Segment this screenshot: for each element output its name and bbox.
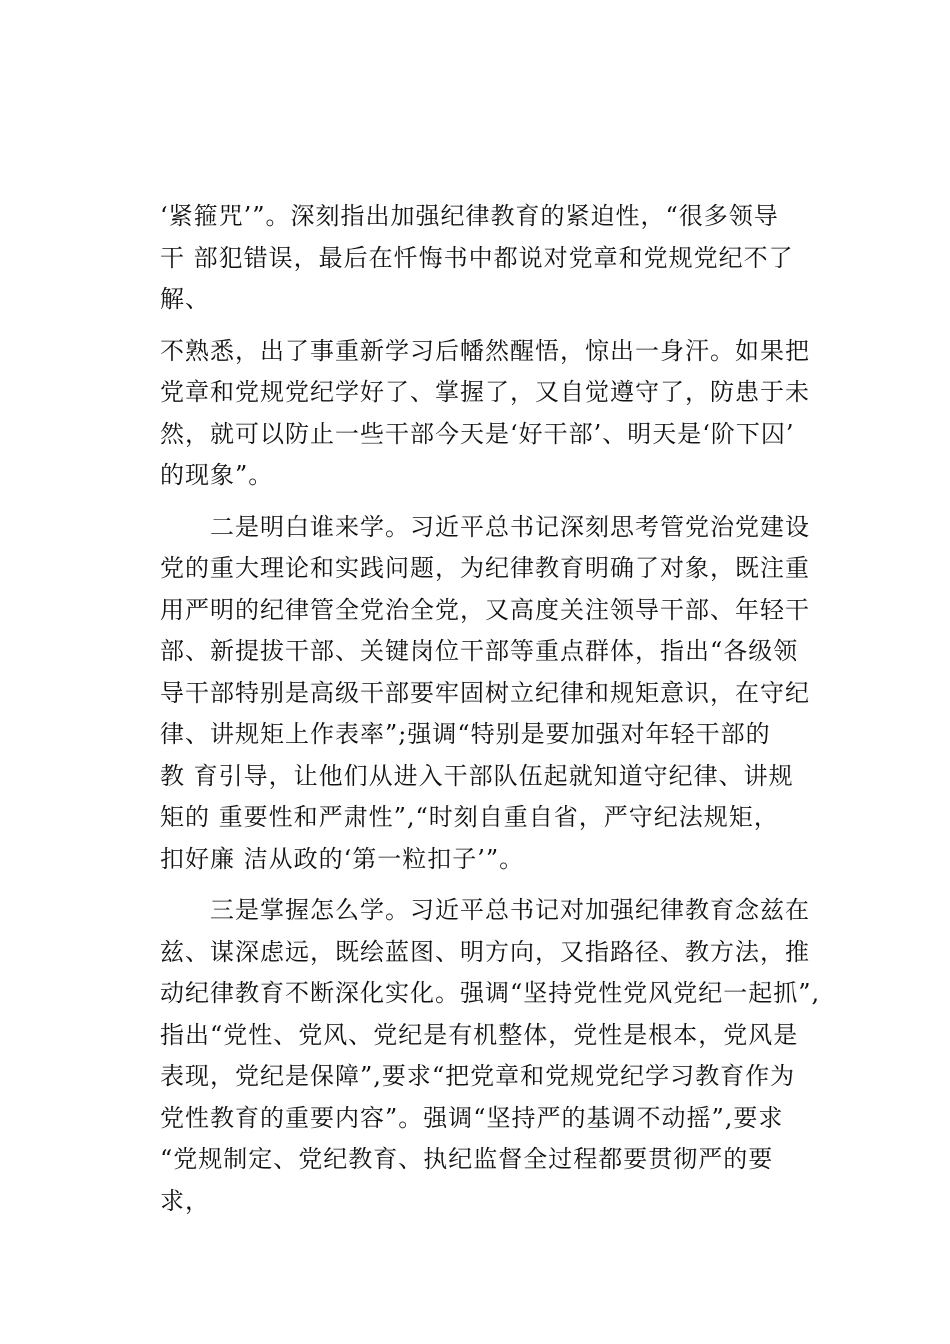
text-line: 部、新提拔干部、关键岗位干部等重点群体，指出“各级领 (160, 637, 799, 665)
text-line: 律、讲规矩上作表率”;强调“特别是要加强对年轻干部的 (160, 720, 771, 748)
text-line: 不熟悉，出了事重新学习后幡然醒悟，惊出一身汗。如果把 (160, 336, 810, 365)
document-body (160, 196, 830, 1222)
text-line: 表现，党纪是保障”,要求“把党章和党规党纪学习教育作为 (160, 1062, 796, 1090)
text-line: 干 部犯错误，最后在忏悔书中都说对党章和党规党纪不了 (160, 243, 794, 272)
text-line: 三是掌握怎么学。习近平总书记对加强纪律教育念兹在 (160, 896, 810, 924)
text-line: 党章和党规党纪学好了、掌握了，又自觉遵守了，防患于未 (160, 378, 810, 406)
paragraph-gap (160, 880, 830, 890)
text-line: 教 育引导，让他们从进入干部队伍起就知道守纪律、讲规 (160, 761, 794, 790)
text-line: 求， (160, 1186, 210, 1215)
text-line: 用严明的纪律管全党治全党，又高度关注领导干部、年轻干 (160, 595, 810, 624)
text-line: 党性教育的重要内容”。强调“坚持严的基调不动摇”,要求 (160, 1103, 784, 1132)
text-line: 扣好廉 洁从政的‘第一粒扣子’”。 (160, 844, 525, 873)
text-line: 解、 (160, 285, 210, 313)
text-line: 党的重大理论和实践问题，为纪律教育明确了对象，既注重 (160, 554, 810, 582)
text-line: 二是明白谁来学。习近平总书记深刻思考管党治党建设 (160, 512, 810, 541)
text-line: “党规制定、党纪教育、执纪监督全过程都要贯彻严的要 (160, 1145, 774, 1173)
text-line: 导干部特别是高级干部要牢固树立纪律和规矩意识，在守纪 (160, 678, 810, 707)
paragraph-gap (160, 321, 830, 331)
text-line: 兹、谋深虑远，既绘蓝图、明方向，又指路径、教方法，推 (160, 937, 810, 966)
text-line: 的现象”。 (160, 461, 274, 489)
text-line: 指出“党性、党风、党纪是有机整体，党性是根本，党风是 (160, 1020, 799, 1049)
text-line: ‘紧箍咒’”。深刻指出加强纪律教育的紧迫性，“很多领导 (160, 202, 779, 230)
text-line: 矩的 重要性和严肃性”,“时刻自重自省，严守纪法规矩， (160, 803, 779, 831)
text-line: 然，就可以防止一些干部今天是‘好干部’、明天是‘阶下囚’ (160, 419, 795, 448)
text-line: 动纪律教育不断深化实化。强调“坚持党性党风党纪一起抓”, (160, 979, 821, 1007)
paragraph-gap (160, 497, 830, 507)
